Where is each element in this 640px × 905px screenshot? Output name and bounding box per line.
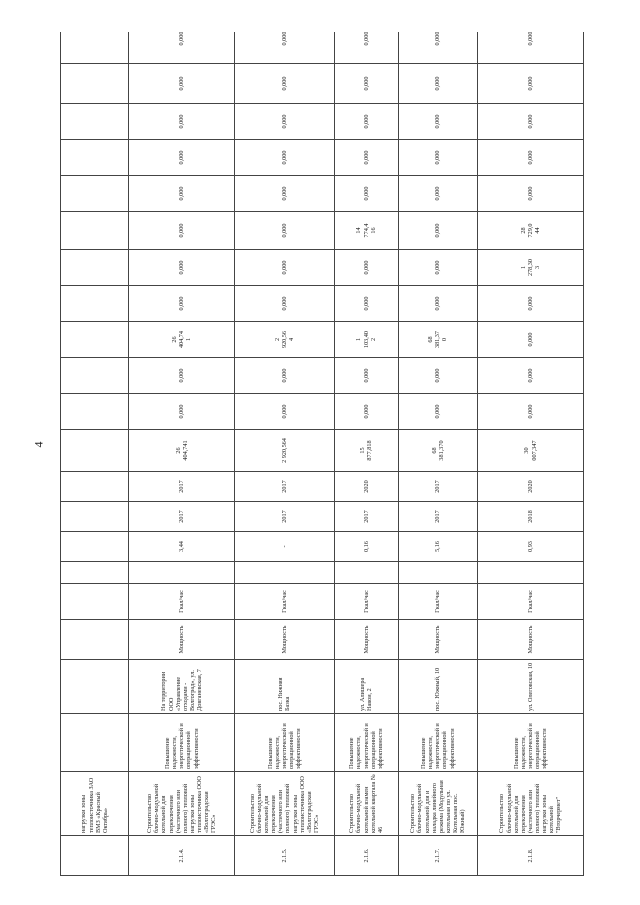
year-cost: 0,000: [334, 286, 398, 322]
year-cost: [61, 322, 129, 358]
row-number: 2.1.7.: [398, 836, 477, 876]
year-cost: 0,000: [129, 394, 235, 430]
table-row: [61, 32, 129, 876]
year-cost: 0,000: [334, 64, 398, 104]
year-cost: [61, 32, 129, 64]
project-name: Строительство блочно-модульной котельной взамен котельной квартала № 46: [334, 772, 398, 836]
table-row: [235, 32, 334, 876]
year-cost: 0,000: [129, 32, 235, 64]
indicator: Мощность: [334, 620, 398, 660]
empty-cell: [129, 562, 235, 584]
year-cost: 0,000: [129, 140, 235, 176]
year-cost: 2 920,56 4: [235, 322, 334, 358]
year-cost: 0,000: [235, 176, 334, 212]
year-cost: 0,000: [478, 286, 584, 322]
table-row: [398, 32, 477, 876]
end-year: [61, 472, 129, 502]
indicator-value: 0,16: [334, 532, 398, 562]
unit: Гкал/час: [478, 584, 584, 620]
empty-cell: [334, 562, 398, 584]
year-cost: 0,000: [478, 394, 584, 430]
project-name: нагрузки зоны теплоисточника ЗАО ВМЗ «Красный Октябрь»: [61, 772, 129, 836]
empty-cell: [478, 562, 584, 584]
project-name: Строительство блочно-модульной котельной для переключения (частичного или полного) тепловой нагрузки зоны теплоисточника ООО «Волгоградская ГРЭС»: [129, 772, 235, 836]
year-cost: [61, 212, 129, 250]
year-cost: 0,000: [129, 212, 235, 250]
year-cost: 0,000: [398, 140, 477, 176]
year-cost: 0,000: [478, 358, 584, 394]
year-cost: 0,000: [129, 176, 235, 212]
year-cost: 0,000: [235, 286, 334, 322]
row-number: 2.1.4.: [129, 836, 235, 876]
total-cost: 2 920,564: [235, 430, 334, 472]
year-cost: 0,000: [478, 104, 584, 140]
total-cost: 15 877,818: [334, 430, 398, 472]
end-year: 2020: [478, 472, 584, 502]
project-goal: Повышение надежности, энергетической и операционной эффективности: [478, 714, 584, 772]
empty-cell: [235, 562, 334, 584]
year-cost: 0,000: [129, 358, 235, 394]
year-cost: 0,000: [398, 32, 477, 64]
end-year: 2017: [129, 472, 235, 502]
end-year: 2017: [398, 472, 477, 502]
year-cost: [61, 394, 129, 430]
start-year: 2017: [235, 502, 334, 532]
project-location: пос. Южный, 10: [398, 660, 477, 714]
year-cost: 0,000: [334, 394, 398, 430]
year-cost: 0,000: [129, 104, 235, 140]
table-row: [334, 32, 398, 876]
project-goal: Повышение надежности, энергетической и операционной эффективности: [398, 714, 477, 772]
start-year: 2018: [478, 502, 584, 532]
year-cost: [61, 140, 129, 176]
year-cost: 0,000: [334, 250, 398, 286]
year-cost: 0,000: [478, 140, 584, 176]
year-cost: 0,000: [334, 104, 398, 140]
investment-table: [60, 32, 584, 876]
indicator: Мощность: [129, 620, 235, 660]
year-cost: 14 774,4 16: [334, 212, 398, 250]
empty-cell: [398, 562, 477, 584]
year-cost: 0,000: [398, 250, 477, 286]
year-cost: 26 404,74 1: [129, 322, 235, 358]
year-cost: 0,000: [478, 322, 584, 358]
project-goal: [61, 714, 129, 772]
project-location: [61, 660, 129, 714]
end-year: 2017: [235, 472, 334, 502]
year-cost: 0,000: [398, 104, 477, 140]
year-cost: 0,000: [235, 394, 334, 430]
year-cost: 0,000: [235, 212, 334, 250]
indicator-value: -: [235, 532, 334, 562]
total-cost: 30 007,347: [478, 430, 584, 472]
year-cost: 0,000: [478, 64, 584, 104]
year-cost: [61, 104, 129, 140]
indicator: Мощность: [398, 620, 477, 660]
unit: Гкал/час: [129, 584, 235, 620]
unit: Гкал/час: [334, 584, 398, 620]
indicator: [61, 620, 129, 660]
year-cost: 1 103,40 2: [334, 322, 398, 358]
page-number: 4: [31, 441, 46, 448]
year-cost: [61, 64, 129, 104]
rotated-table-area: [60, 32, 584, 876]
year-cost: 0,000: [129, 64, 235, 104]
project-location: ул. Олеговская, 10: [478, 660, 584, 714]
year-cost: 68 381,37 0: [398, 322, 477, 358]
indicator-value: 3,44: [129, 532, 235, 562]
table-row: [129, 32, 235, 876]
indicator: Мощность: [478, 620, 584, 660]
year-cost: 0,000: [235, 358, 334, 394]
year-cost: [61, 250, 129, 286]
year-cost: 0,000: [235, 32, 334, 64]
project-name: Строительство блочно-модульной котельной для и наладка линейного режима (Модульная котельная по ул. Котельная пос. Южный): [398, 772, 477, 836]
year-cost: 0,000: [235, 140, 334, 176]
row-number: 2.1.6.: [334, 836, 398, 876]
total-cost: 68 381,370: [398, 430, 477, 472]
start-year: 2017: [129, 502, 235, 532]
total-cost: 26 404,741: [129, 430, 235, 472]
project-goal: Повышение надежности, энергетической и операционной эффективности: [334, 714, 398, 772]
year-cost: [61, 176, 129, 212]
year-cost: 28 729,0 44: [478, 212, 584, 250]
indicator-value: 5,16: [398, 532, 477, 562]
year-cost: 0,000: [398, 64, 477, 104]
unit: Гкал/час: [398, 584, 477, 620]
year-cost: 0,000: [235, 64, 334, 104]
year-cost: 0,000: [398, 212, 477, 250]
start-year: 2017: [334, 502, 398, 532]
year-cost: 0,000: [398, 358, 477, 394]
unit: [61, 584, 129, 620]
year-cost: [61, 286, 129, 322]
year-cost: 0,000: [129, 250, 235, 286]
project-name: Строительство блочно-модульной котельной для переключения (частичного или полного) тепловой нагрузки зоны теплоисточника ООО «Волгоградская ГРЭС»: [235, 772, 334, 836]
project-location: пос. Нижняя Базка: [235, 660, 334, 714]
year-cost: 0,000: [478, 32, 584, 64]
year-cost: 0,000: [334, 32, 398, 64]
project-goal: Повышение надежности, энергетической и операционной эффективности: [235, 714, 334, 772]
start-year: 2017: [398, 502, 477, 532]
end-year: 2020: [334, 472, 398, 502]
year-cost: 0,000: [235, 104, 334, 140]
project-location: На территории ООО «Управление отходами - Волгоград», ул. Довганевская, 7: [129, 660, 235, 714]
year-cost: 0,000: [334, 176, 398, 212]
table-row: [478, 32, 584, 876]
project-name: Строительство блочно-модульной котельной для переключения (частичного или полного) тепловой нагрузки зоны котельной "Вторчермет": [478, 772, 584, 836]
indicator-value: [61, 532, 129, 562]
year-cost: 0,000: [398, 286, 477, 322]
indicator-value: 0,93: [478, 532, 584, 562]
project-goal: Повышение надежности, энергетической и операционной эффективности: [129, 714, 235, 772]
row-number: 2.1.8.: [478, 836, 584, 876]
year-cost: 0,000: [398, 394, 477, 430]
indicator: Мощность: [235, 620, 334, 660]
total-cost: [61, 430, 129, 472]
year-cost: 0,000: [129, 286, 235, 322]
year-cost: [61, 358, 129, 394]
project-location: ул. Алишера Навои, 2: [334, 660, 398, 714]
year-cost: 1 278,30 3: [478, 250, 584, 286]
row-number: 2.1.5.: [235, 836, 334, 876]
year-cost: 0,000: [398, 176, 477, 212]
year-cost: 0,000: [334, 140, 398, 176]
year-cost: 0,000: [334, 358, 398, 394]
year-cost: 0,000: [478, 176, 584, 212]
row-number: [61, 836, 129, 876]
start-year: [61, 502, 129, 532]
unit: Гкал/час: [235, 584, 334, 620]
year-cost: 0,000: [235, 250, 334, 286]
empty-cell: [61, 562, 129, 584]
